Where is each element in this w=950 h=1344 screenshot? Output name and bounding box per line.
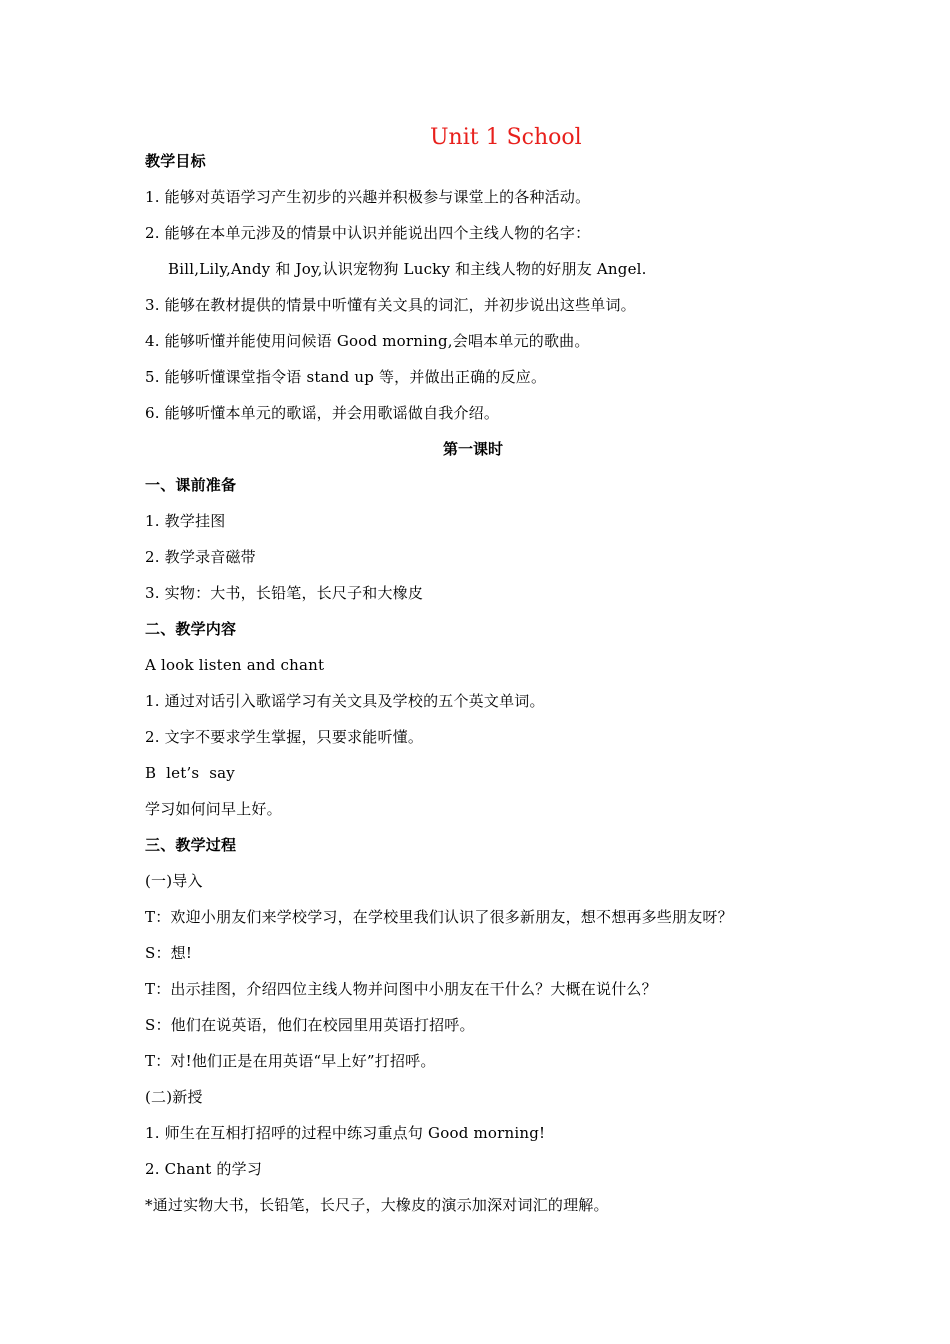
prep-item: 3. 实物：大书，长铅笔，长尺子和大橡皮 bbox=[145, 584, 424, 602]
process-heading: 三、教学过程 bbox=[145, 836, 237, 854]
objective-item: 4. 能够听懂并能使用问候语 Good morning,会唱本单元的歌曲。 bbox=[145, 332, 590, 350]
objectives-heading: 教学目标 bbox=[145, 152, 206, 170]
objective-item: 1. 能够对英语学习产生初步的兴趣并积极参与课堂上的各种活动。 bbox=[145, 188, 591, 206]
process-line: T：欢迎小朋友们来学校学习，在学校里我们认识了很多新朋友，想不想再多些朋友呀？ bbox=[145, 908, 733, 926]
prep-item: 2. 教学录音磁带 bbox=[145, 548, 256, 566]
process-line: 2. Chant 的学习 bbox=[145, 1160, 263, 1178]
objective-item: 6. 能够听懂本单元的歌谣，并会用歌谣做自我介绍。 bbox=[145, 404, 500, 422]
process-line: S：他们在说英语，他们在校园里用英语打招呼。 bbox=[145, 1016, 475, 1034]
process-line: S：想! bbox=[145, 944, 193, 962]
content-line: B let’s say bbox=[145, 764, 235, 782]
process-line: (二)新授 bbox=[145, 1088, 203, 1106]
process-line: (一)导入 bbox=[145, 872, 203, 890]
content-line: A look listen and chant bbox=[145, 656, 325, 674]
prep-item: 1. 教学挂图 bbox=[145, 512, 226, 530]
content-heading: 二、教学内容 bbox=[145, 620, 237, 638]
process-line: 1. 师生在互相打招呼的过程中练习重点句 Good morning! bbox=[145, 1124, 546, 1142]
objective-item: 5. 能够听懂课堂指令语 stand up 等，并做出正确的反应。 bbox=[145, 368, 547, 386]
lesson-heading: 第一课时 bbox=[443, 440, 504, 458]
process-line: *通过实物大书，长铅笔，长尺子，大橡皮的演示加深对词汇的理解。 bbox=[145, 1196, 609, 1214]
process-line: T：出示挂图，介绍四位主线人物并问图中小朋友在干什么？大概在说什么？ bbox=[145, 980, 657, 998]
content-line: 学习如何问早上好。 bbox=[145, 800, 282, 818]
prep-heading: 一、课前准备 bbox=[145, 476, 237, 494]
content-line: 2. 文字不要求学生掌握，只要求能听懂。 bbox=[145, 728, 424, 746]
objective-item: 3. 能够在教材提供的情景中听懂有关文具的词汇，并初步说出这些单词。 bbox=[145, 296, 636, 314]
objective-item-continuation: Bill,Lily,Andy 和 Joy,认识宠物狗 Lucky 和主线人物的好朋友 Angel. bbox=[168, 260, 647, 278]
objective-item: 2. 能够在本单元涉及的情景中认识并能说出四个主线人物的名字： bbox=[145, 224, 591, 242]
document-title: Unit 1 School bbox=[430, 125, 582, 150]
content-line: 1. 通过对话引入歌谣学习有关文具及学校的五个英文单词。 bbox=[145, 692, 545, 710]
process-line: T：对!他们正是在用英语“早上好”打招呼。 bbox=[145, 1052, 436, 1070]
